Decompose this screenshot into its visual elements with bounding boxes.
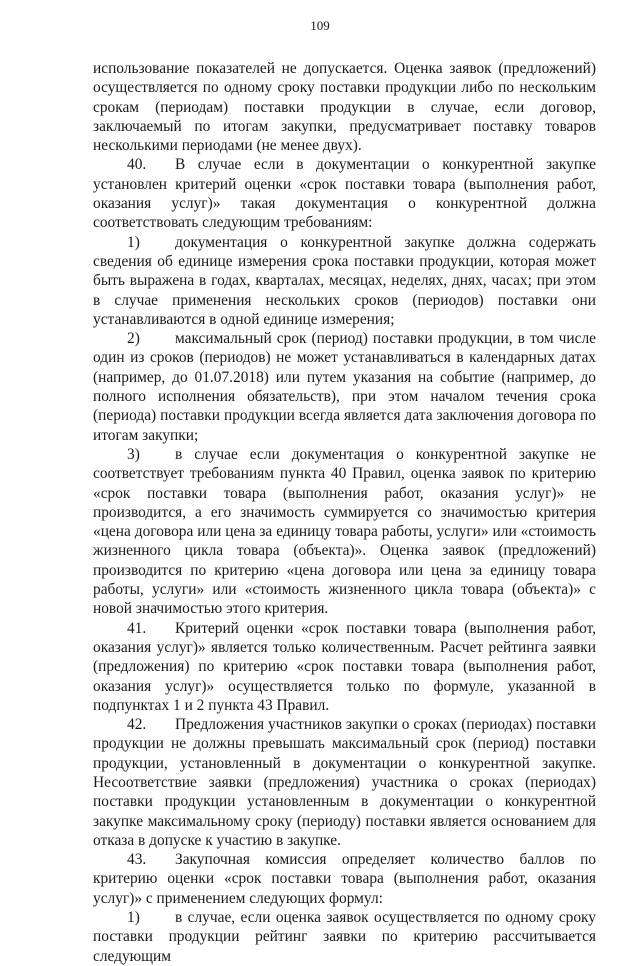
paragraph-number: 41. [127, 619, 147, 637]
paragraph-number: 42. [127, 716, 147, 734]
paragraph-text: использование показателей не допускается. Оценка заявок (предложений) осуществляется по одному сроку поставки продукции либо по нескольким срокам (периодам) поставки продукции в случае, если договор, заключаемый по итогам закупки, предусматривает поставку товаров несколькими периодами (не менее двух). [93, 60, 596, 155]
paragraph-text: Закупочная комиссия определяет количество баллов по критерию оценки «срок поставки товара (выполнения работ, оказания услуг)» с применением следующих формул: [93, 851, 596, 907]
document-body [93, 59, 596, 966]
paragraph-text: максимальный срок (период) поставки продукции, в том числе один из сроков (периодов) не может устанавливаться в календарных датах (например, до 01.07.2018) или путем указания на событие (например, до полного исполнения обязательств), при этом началом течения срока (периода) поставки продукции всегда является дата заключения договора по итогам закупки; [93, 330, 596, 444]
paragraph-text: Предложения участников закупки о сроках (периодах) поставки продукции не должны превышать максимальный срок (период) поставки продукции, установленный в документации о конкурентной закупке. Несоответствие заявки (предложения) участника о сроках (периодах) поставки продукции установленным в документации о конкурентной закупке максимальному сроку (периоду) поставки является основанием для отказа в допуске к участию в закупке. [93, 716, 596, 849]
paragraph-continuation [93, 59, 596, 155]
subparagraph-43-1 [93, 908, 596, 966]
paragraph-number: 3) [127, 445, 140, 463]
paragraph-text: документация о конкурентной закупке должна содержать сведения об единице измерения срока поставки продукции, которая может быть выражена в годах, кварталах, месяцах, неделях, днях, часах; при этом в случае применения нескольких сроков (периодов) поставки они устанавливаются в одной единице измерения; [93, 233, 596, 328]
paragraph-number: 40. [127, 156, 147, 174]
paragraph-text: в случае, если оценка заявок осуществляется по одному сроку поставки продукции рейтинг заявки по критерию рассчитывается следующим [93, 909, 596, 965]
paragraph-number: 1) [127, 909, 140, 927]
paragraph-42 [93, 715, 596, 850]
page-number: 109 [310, 18, 330, 33]
paragraph-text: Критерий оценки «срок поставки товара (выполнения работ, оказания услуг)» является только количественным. Расчет рейтинга заявки (предложения) по критерию «срок поставки товара (выполнения работ, оказания услуг)» осуществляется только по формуле, указанной в подпунктах 1 и 2 пункта 43 Правил. [93, 619, 596, 714]
paragraph-number: 1) [127, 233, 140, 251]
paragraph-number: 2) [127, 330, 140, 348]
subparagraph-40-3 [93, 445, 596, 619]
paragraph-41 [93, 619, 596, 715]
subparagraph-40-2 [93, 329, 596, 445]
paragraph-text: В случае если в документации о конкурентной закупке установлен критерий оценки «срок поставки товара (выполнения работ, оказания услуг)» такая документация о конкурентной должна соответствовать следующим требованиям: [93, 156, 596, 232]
paragraph-text: в случае если документация о конкурентной закупке не соответствует требованиям пункта 40 Правил, оценка заявок по критерию «срок поставки товара (выполнения работ, оказания услуг)» не производится, а его значимость суммируется со значимостью критерия «цена договора или цена за единицу товара работы, услуги» или «стоимость жизненного цикла товара (объекта)». Оценка заявок (предложений) производится по критерию «цена договора или цена за единицу товара работы, услуги» или «стоимость жизненного цикла товара (объекта)» с новой значимостью этого критерия. [93, 445, 596, 618]
subparagraph-40-1 [93, 233, 596, 329]
paragraph-43 [93, 850, 596, 908]
paragraph-number: 43. [127, 851, 147, 869]
paragraph-40 [93, 155, 596, 232]
